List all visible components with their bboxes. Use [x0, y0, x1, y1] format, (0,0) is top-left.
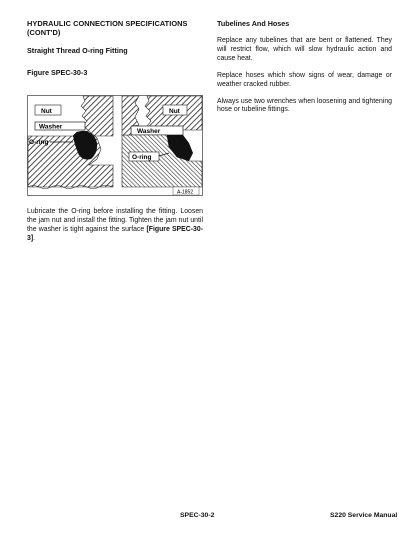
- left-body-text: [27, 208, 203, 244]
- left-nut-shape: [81, 96, 113, 136]
- left-nut-label: Nut: [41, 108, 52, 115]
- section-title-line2: (CONT'D): [27, 28, 61, 37]
- left-washer-label: Washer: [39, 123, 63, 131]
- figure-reference: [Figure SPEC-30-3]: [27, 225, 203, 242]
- tubelines-paragraph-1: Replace any tubelines that are bent or flattened. They will restrict flow, which will slow hydraulic action and cause heat.: [217, 37, 392, 62]
- left-column: [27, 19, 203, 77]
- lubricate-paragraph: [27, 208, 203, 244]
- lubricate-text: Lubricate the O-ring before installing the fitting. Loosen the jam nut and install the fitting. Tighten the jam nut until the washer is tight against the surface: [27, 208, 203, 233]
- tubelines-title: Tubelines And Hoses: [217, 19, 290, 28]
- right-panel: [122, 96, 202, 187]
- figure-code: A-1852: [177, 189, 194, 196]
- tubelines-paragraph-2: Replace hoses which show signs of wear, damage or weather cracked rubber.: [217, 71, 392, 88]
- section-title-line1: HYDRAULIC CONNECTION SPECIFICATIONS: [27, 19, 188, 28]
- page-number: SPEC-30-2: [180, 512, 215, 519]
- right-oring-label: O-ring: [132, 154, 152, 161]
- right-washer-label: Washer: [137, 128, 161, 135]
- figure-label: Figure SPEC-30-3: [27, 68, 88, 77]
- tubelines-paragraph-3: Always use two wrenches when loosening and tightening hose or tubeline fittings.: [217, 97, 392, 114]
- subsection-title: Straight Thread O-ring Fitting: [27, 46, 128, 55]
- lubricate-text-end: .: [33, 234, 36, 242]
- left-panel: [28, 96, 113, 189]
- right-nut-label: Nut: [169, 108, 180, 115]
- figure-drawing: [27, 95, 203, 196]
- section-title: [27, 19, 203, 37]
- manual-title: S220 Service Manual: [330, 512, 398, 519]
- oring-fitting-figure: [27, 95, 203, 196]
- left-oring-label: O-ring: [29, 139, 49, 146]
- right-column: [217, 19, 392, 115]
